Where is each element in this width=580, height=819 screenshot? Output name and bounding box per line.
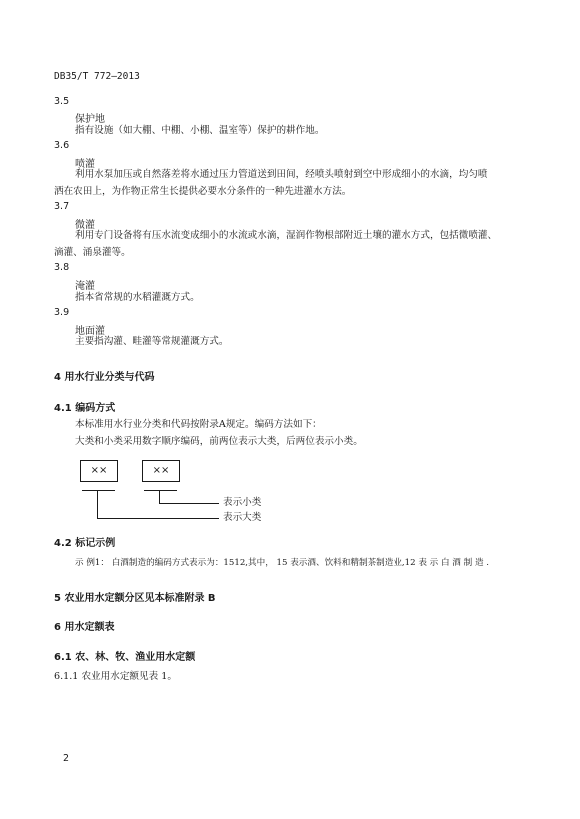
major-class-label: 表示大类 (223, 512, 262, 523)
section-heading: 4 用水行业分类与代码 (54, 372, 155, 383)
term-definition: 指本省常规的水稻灌溉方式。 (75, 292, 200, 303)
section-heading: 6 用水定额表 (54, 622, 115, 633)
clause-number: 3.7 (54, 201, 70, 212)
term-definition: 利用水泵加压或自然落差将水通过压力管道送到田间，经喷头喷射到空中形成细小的水滴，均匀喷 (75, 169, 488, 180)
term-title: 地面灌 (75, 326, 105, 337)
example-text: 示 例1： 白酒制造的编码方式表示为：1512,其中， 15 表示酒、饮料和精制茶制造业,12 表 示 白 酒 制 造 . (75, 558, 490, 568)
term-definition: 主要指沟灌、畦灌等常规灌溉方式。 (75, 336, 229, 347)
subsection-heading: 4.2 标记示例 (54, 538, 116, 549)
term-definition-cont: 滴灌、涌泉灌等。 (54, 247, 131, 258)
major-bracket (82, 490, 115, 491)
paragraph: 6.1.1 农业用水定额见表 1。 (54, 671, 177, 682)
minor-leader-line (159, 503, 219, 504)
clause-number: 3.6 (54, 140, 70, 151)
subsection-heading: 6.1 农、林、牧、渔业用水定额 (54, 652, 196, 663)
minor-class-label: 表示小类 (223, 497, 262, 508)
term-title: 淹灌 (75, 281, 95, 292)
section-heading: 5 农业用水定额分区见本标准附录 B (54, 593, 216, 604)
paragraph: 大类和小类采用数字顺序编码，前两位表示大类，后两位表示小类。 (75, 436, 363, 447)
term-definition: 利用专门设备将有压水流变成细小的水流或水滴，湿润作物根部附近土壤的灌水方式，包括微喷灌、 (75, 230, 498, 241)
minor-class-box: ×× (142, 460, 180, 482)
clause-number: 3.9 (54, 307, 70, 318)
paragraph: 本标准用水行业分类和代码按附录A规定。编码方法如下： (75, 419, 322, 430)
minor-connector (159, 490, 160, 503)
term-title: 保护地 (75, 114, 105, 125)
clause-number: 3.8 (54, 262, 70, 273)
subsection-heading: 4.1 编码方式 (54, 403, 116, 414)
major-leader-line (97, 518, 219, 519)
term-title: 微灌 (75, 220, 95, 231)
major-class-box: ×× (80, 460, 118, 482)
term-title: 喷灌 (75, 159, 95, 170)
term-definition: 指有设施（如大棚、中棚、小棚、温室等）保护的耕作地。 (75, 125, 325, 136)
term-definition-cont: 洒在农田上，为作物正常生长提供必要水分条件的一种先进灌水方法。 (54, 186, 352, 197)
clause-number: 3.5 (54, 96, 70, 107)
minor-bracket (144, 490, 177, 491)
major-connector (97, 490, 98, 518)
standard-code: DB35/T 772—2013 (54, 71, 140, 82)
page-number: 2 (63, 753, 70, 764)
